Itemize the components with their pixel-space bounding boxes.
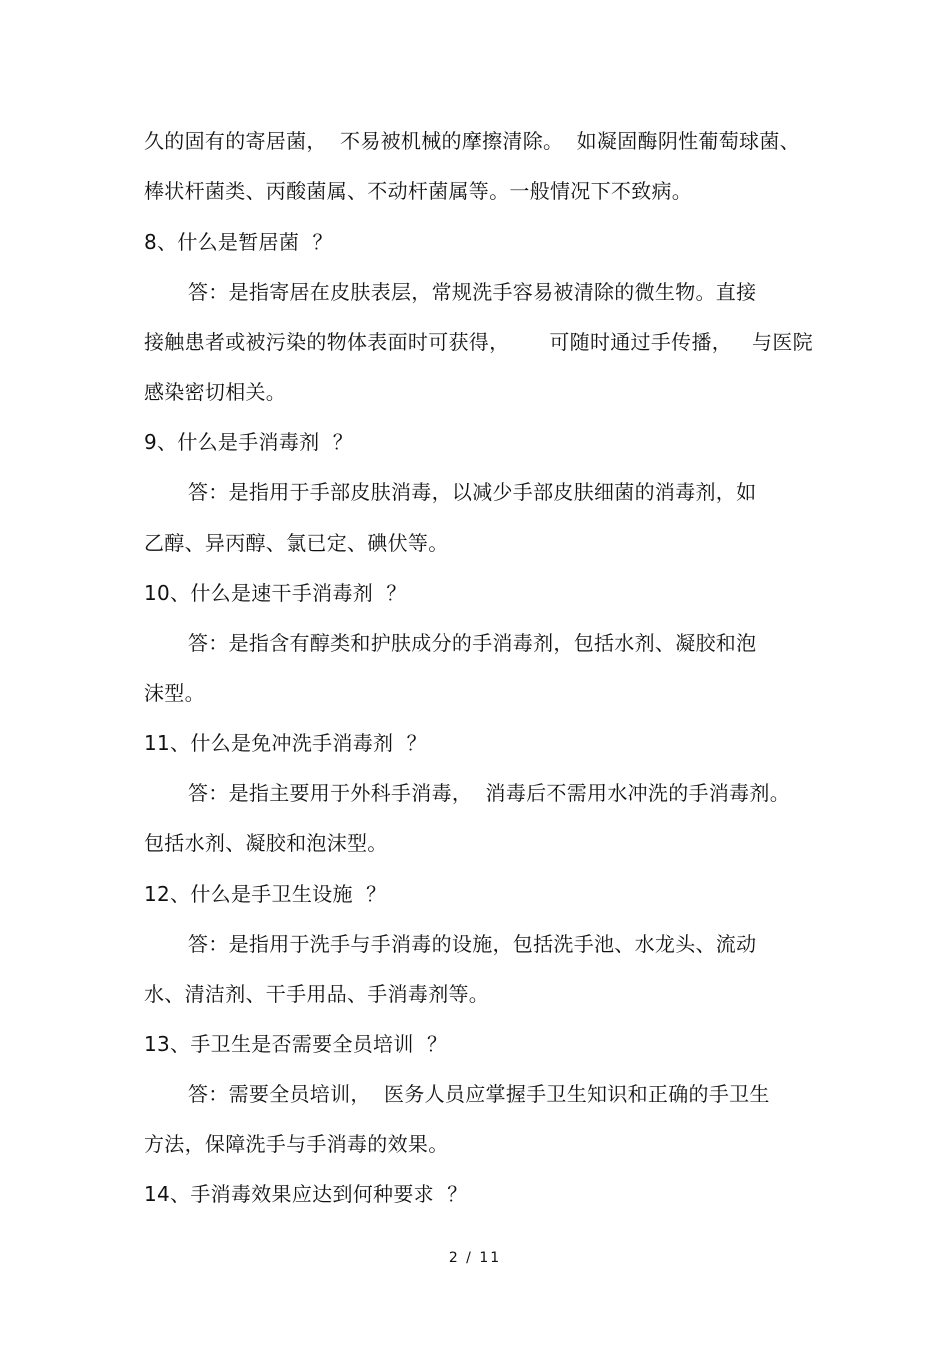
text-line: 感染密切相关。 — [144, 380, 287, 404]
answer-line: 答：是指用于洗手与手消毒的设施，包括洗手池、水龙头、流动 — [188, 932, 757, 956]
question-heading: 11、什么是免冲洗手消毒剂 ？ — [144, 731, 427, 755]
text-line: 乙醇、异丙醇、氯已定、碘伏等。 — [144, 531, 449, 555]
answer-line: 答：是指含有醇类和护肤成分的手消毒剂，包括水剂、凝胶和泡 — [188, 631, 757, 655]
text-line: 接触患者或被污染的物体表面时可获得， 可随时通过手传播， 与医院 — [144, 330, 813, 354]
page-number: 2 / 11 — [448, 1250, 502, 1266]
text-line: 包括水剂、凝胶和泡沫型。 — [144, 831, 388, 855]
question-heading: 10、什么是速干手消毒剂 ？ — [144, 581, 407, 605]
text-line: 方法，保障洗手与手消毒的效果。 — [144, 1132, 449, 1156]
text-line: 沫型。 — [144, 681, 205, 705]
question-heading: 12、什么是手卫生设施 ？ — [144, 882, 387, 906]
question-heading: 9、什么是手消毒剂 ？ — [144, 430, 354, 454]
text-line: 久的固有的寄居菌， 不易被机械的摩擦清除。 如凝固酶阴性葡萄球菌、 — [144, 129, 800, 153]
question-heading: 14、手消毒效果应达到何种要求 ？ — [144, 1182, 468, 1206]
answer-line: 答：是指寄居在皮肤表层，常规洗手容易被清除的微生物。直接 — [188, 280, 757, 304]
question-heading: 8、什么是暂居菌 ？ — [144, 230, 333, 254]
answer-line: 答：是指用于手部皮肤消毒，以减少手部皮肤细菌的消毒剂，如 — [188, 480, 757, 504]
text-line: 棒状杆菌类、丙酸菌属、不动杆菌属等。一般情况下不致病。 — [144, 179, 693, 203]
text-line: 水、清洁剂、干手用品、手消毒剂等。 — [144, 982, 490, 1006]
question-heading: 13、手卫生是否需要全员培训 ？ — [144, 1032, 448, 1056]
answer-line: 答：是指主要用于外科手消毒， 消毒后不需用水冲洗的手消毒剂。 — [188, 781, 791, 805]
answer-line: 答：需要全员培训， 医务人员应掌握手卫生知识和正确的手卫生 — [188, 1082, 770, 1106]
